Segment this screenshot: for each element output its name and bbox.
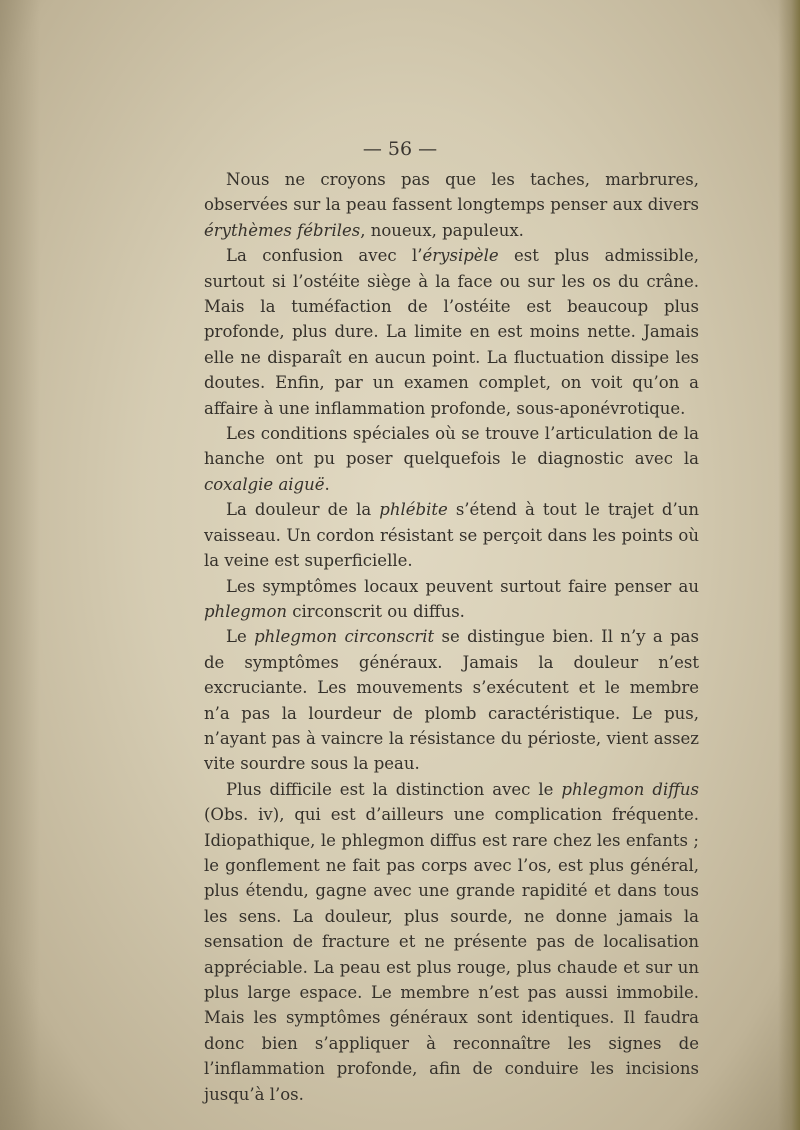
italic-term: phlegmon circonscrit [254, 627, 435, 647]
text-run: Les conditions spéciales où se trouve l’articulation de la hanche ont pu poser quelquefois le diagnostic avec la [204, 424, 699, 469]
paragraph [204, 777, 699, 1107]
text-run: se distingue bien. Il n’y a pas de symptômes généraux. Jamais la douleur n’est excruciante. Les mouvements s’exécutent et le membre n’a pas la lourdeur de plomb caractéristique. Le pus, n’ayant pas à vaincre la résistance du périoste, vient assez vite sourdre sous la peau. [204, 627, 699, 774]
paragraph [204, 574, 699, 625]
text-run: Les symptômes locaux peuvent surtout faire penser au [226, 576, 699, 596]
italic-term: érythèmes fébriles [204, 220, 361, 240]
page-edge-left-shadow [0, 0, 40, 1130]
italic-term: érysipèle [422, 246, 499, 266]
italic-term: phlegmon [204, 601, 287, 621]
paragraph [204, 243, 699, 421]
text-run: La confusion avec l’ [226, 246, 423, 266]
page-edge-right-shadow [778, 0, 800, 1130]
text-run: (Obs. iv), qui est d’ailleurs une complication fréquente. Idiopathique, le phlegmon diffus est rare chez les enfants ; le gonflement ne fait pas corps avec l’os, est plus général, plus étendu, gagne avec une grande rapidité et dans tous les sens. La douleur, plus sourde, ne donne jamais la sensation de fracture et ne présente pas de localisation appréciable. La peau est plus rouge, plus chaude et sur un plus large espace. Le membre n’est pas aussi immobile. Mais les symptômes généraux sont identiques. Il faudra donc bien s’appliquer à reconnaître les signes de l’inflammation profonde, afin de conduire les incisions jusqu’à l’os. [204, 805, 699, 1104]
text-run: . [324, 474, 330, 494]
text-run: circonscrit ou diffus. [287, 601, 465, 621]
text-run: Le [226, 627, 255, 647]
paragraph [204, 624, 699, 776]
italic-term: coxalgie aiguë [204, 474, 325, 494]
paragraph [204, 167, 699, 243]
text-run: Nous ne croyons pas que les taches, marbrures, observées sur la peau fassent longtemps penser aux divers [204, 170, 699, 215]
text-run: , noueux, papuleux. [360, 220, 524, 240]
text-run: est plus admissible, surtout si l’ostéite siège à la face ou sur les os du crâne. Mais la tuméfaction de l’ostéite est beaucoup plus profonde, plus dure. La limite en est moins nette. Jamais elle ne disparaît en aucun point. La fluctuation dissipe les doutes. Enfin, par un examen complet, on voit qu’on a affaire à une inflammation profonde, sous-aponévrotique. [204, 246, 700, 418]
italic-term: phlébite [379, 500, 448, 520]
page-number: — 56 — [362, 138, 438, 160]
paragraph [204, 497, 699, 573]
text-run: Plus difficile est la distinction avec le [226, 779, 562, 799]
italic-term: phlegmon diffus [561, 779, 699, 799]
text-run: s’étend à tout le trajet d’un vaisseau. Un cordon résistant se perçoit dans les points où la veine est superficielle. [204, 500, 699, 571]
paragraph [204, 421, 699, 497]
body-text [204, 167, 699, 1107]
text-run: La douleur de la [226, 500, 380, 520]
